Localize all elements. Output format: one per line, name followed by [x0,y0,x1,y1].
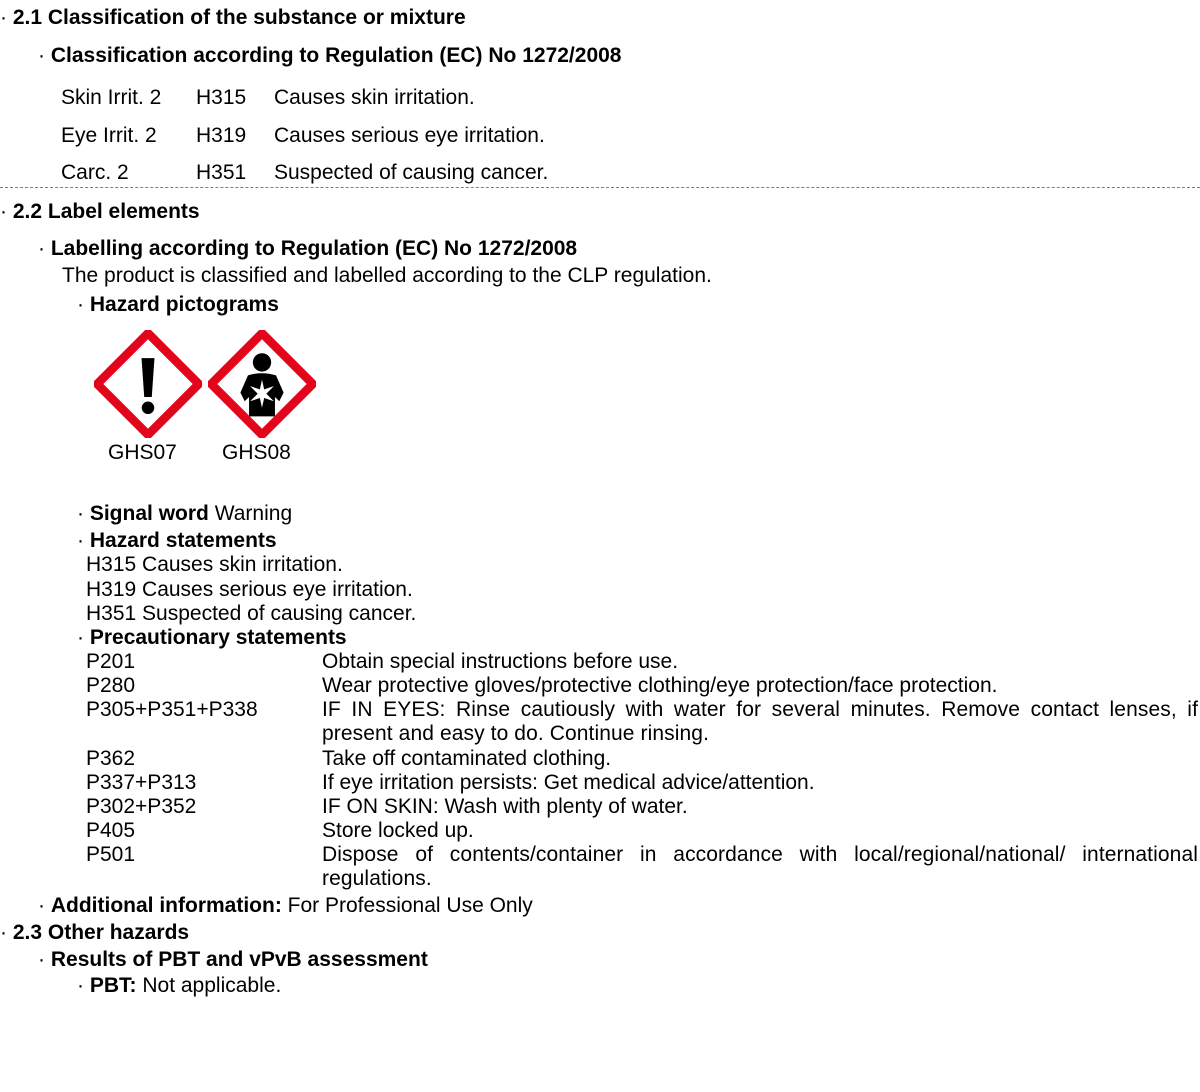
precautionary-label: · Precautionary statements [77,626,347,649]
precautionary-text: If eye irritation persists: Get medical advice/attention. [322,771,815,794]
exclamation-mark-icon [94,330,202,438]
precautionary-text: IF IN EYES: Rinse cautiously with water for several minutes. Remove contact lenses, if present and easy to do. Continue rinsing. [322,698,1198,745]
section-2-1-subheading: · Classification according to Regulation (EC) No 1272/2008 [38,44,622,67]
clp-note: The product is classified and labelled according to the CLP regulation. [62,264,712,287]
pictogram-code: GHS07 [108,441,177,464]
hazard-statement: H315 Causes skin irritation. [86,553,343,576]
pictogram-code: GHS08 [222,441,291,464]
precautionary-text: Obtain special instructions before use. [322,650,679,673]
section-2-1-heading: · 2.1 Classification of the substance or mixture [0,6,466,29]
precautionary-text: IF ON SKIN: Wash with plenty of water. [322,795,688,818]
precautionary-code: P201 [86,650,136,673]
hazard-statement: H351 Suspected of causing cancer. [86,602,417,625]
classification-code: H351 [196,161,247,184]
precautionary-code: P362 [86,747,136,770]
precautionary-text: Dispose of contents/container in accordance with local/regional/national/ international regulations. [322,843,1198,890]
section-2-2-heading: · 2.2 Label elements [0,200,200,223]
section-2-2-subheading: · Labelling according to Regulation (EC) No 1272/2008 [38,237,578,260]
classification-text: Causes serious eye irritation. [274,124,545,147]
additional-information: · Additional information: For Professional Use Only [38,894,533,917]
section-2-3-heading: · 2.3 Other hazards [0,921,190,944]
pictograms-label: · Hazard pictograms [77,293,279,316]
precautionary-text: Take off contaminated clothing. [322,747,612,770]
precautionary-code: P337+P313 [86,771,197,794]
health-hazard-icon [208,330,316,438]
precautionary-code: P302+P352 [86,795,197,818]
classification-class: Eye Irrit. 2 [61,124,157,147]
precautionary-text: Wear protective gloves/protective clothing/eye protection/face protection. [322,674,998,697]
signal-word-value: Warning [214,502,293,525]
precautionary-text: Store locked up. [322,819,474,842]
hazard-statement: H319 Causes serious eye irritation. [86,578,413,601]
classification-class: Skin Irrit. 2 [61,86,162,109]
signal-word: · Signal word Warning [77,502,293,525]
classification-code: H315 [196,86,247,109]
additional-information-value: For Professional Use Only [287,894,533,917]
classification-code: H319 [196,124,247,147]
pbt-vpvb-label: · Results of PBT and vPvB assessment [38,948,428,971]
precautionary-code: P305+P351+P338 [86,698,258,721]
classification-text: Suspected of causing cancer. [274,161,549,184]
precautionary-code: P501 [86,843,136,866]
precautionary-code: P280 [86,674,136,697]
pbt-value: Not applicable. [142,974,282,997]
section-separator [0,187,1200,188]
pbt-result: · PBT: Not applicable. [77,974,282,997]
hazard-statements-label: · Hazard statements [77,529,277,552]
precautionary-code: P405 [86,819,136,842]
classification-class: Carc. 2 [61,161,129,184]
classification-text: Causes skin irritation. [274,86,475,109]
